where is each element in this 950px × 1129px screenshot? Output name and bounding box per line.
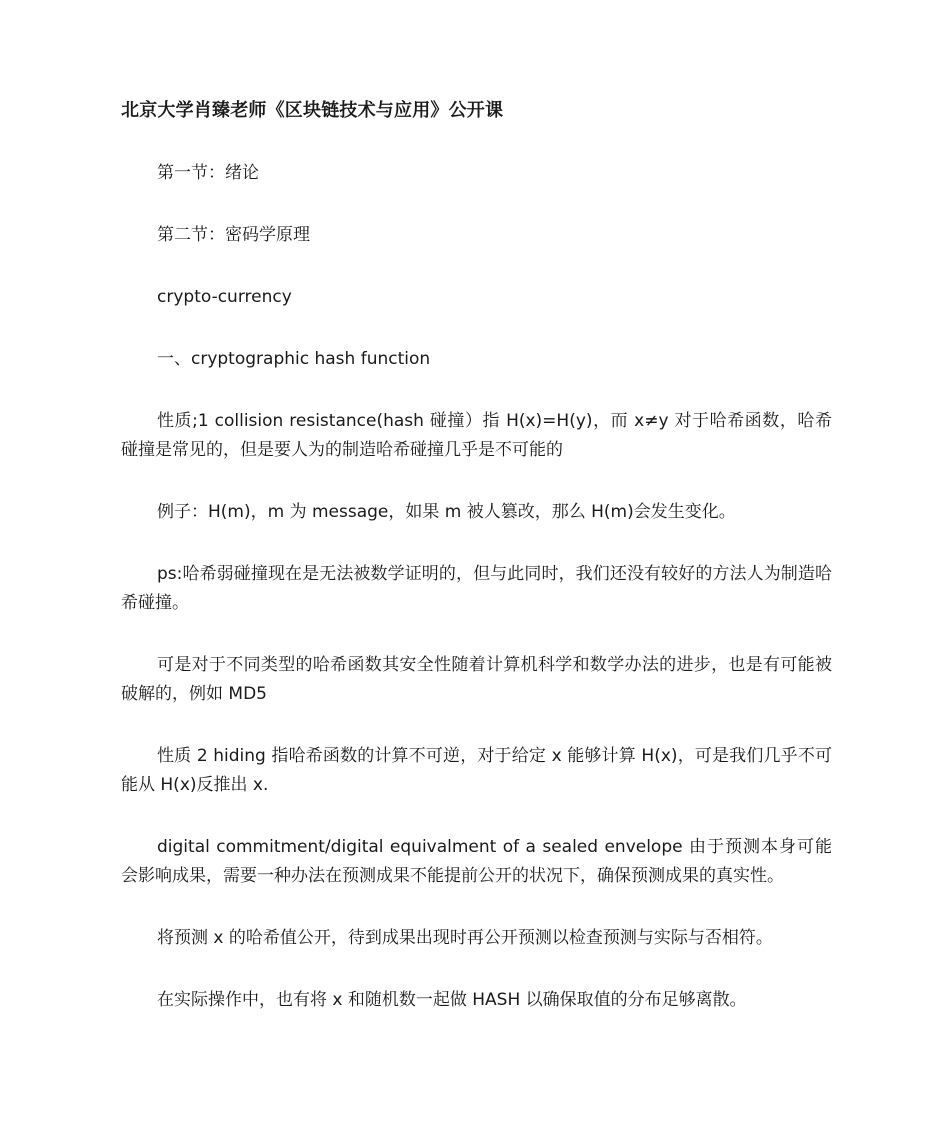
random-nonce-paragraph: 在实际操作中，也有将 x 和随机数一起做 HASH 以确保取值的分布足够离散。 [157,990,747,1010]
topic-line: crypto-currency [157,287,292,307]
digital-commitment-paragraph: digital commitment/digital equivalment of a sealed envelope 由于预测本身可能会影响成果，需要一种办法在预测成果不能提前公开的状况下，确保预测成果的真实性。 [121,837,832,886]
section-heading-2: 第二节：密码学原理 [157,225,310,245]
subsection-heading: 一、cryptographic hash function [157,349,431,369]
prediction-paragraph: 将预测 x 的哈希值公开，待到成果出现时再公开预测以检查预测与实际与否相符。 [157,928,773,948]
md5-paragraph: 可是对于不同类型的哈希函数其安全性随着计算机科学和数学办法的进步，也是有可能被破解的，例如 MD5 [121,655,832,704]
document-title: 北京大学肖臻老师《区块链技术与应用》公开课 [121,100,504,121]
property-hiding-paragraph: 性质 2 hiding 指哈希函数的计算不可逆，对于给定 x 能够计算 H(x)，可是我们几乎不可能从 H(x)反推出 x. [121,746,832,795]
section-heading-1: 第一节：绪论 [157,163,259,183]
example-paragraph: 例子：H(m)，m 为 message，如果 m 被人篡改，那么 H(m)会发生变化。 [157,502,736,522]
ps-paragraph: ps:哈希弱碰撞现在是无法被数学证明的，但与此同时，我们还没有较好的方法人为制造哈希碰撞。 [121,564,832,613]
property-collision-paragraph: 性质;1 collision resistance(hash 碰撞）指 H(x)=H(y)，而 x≠y 对于哈希函数，哈希碰撞是常见的，但是要人为的制造哈希碰撞几乎是不可能的 [121,411,832,460]
